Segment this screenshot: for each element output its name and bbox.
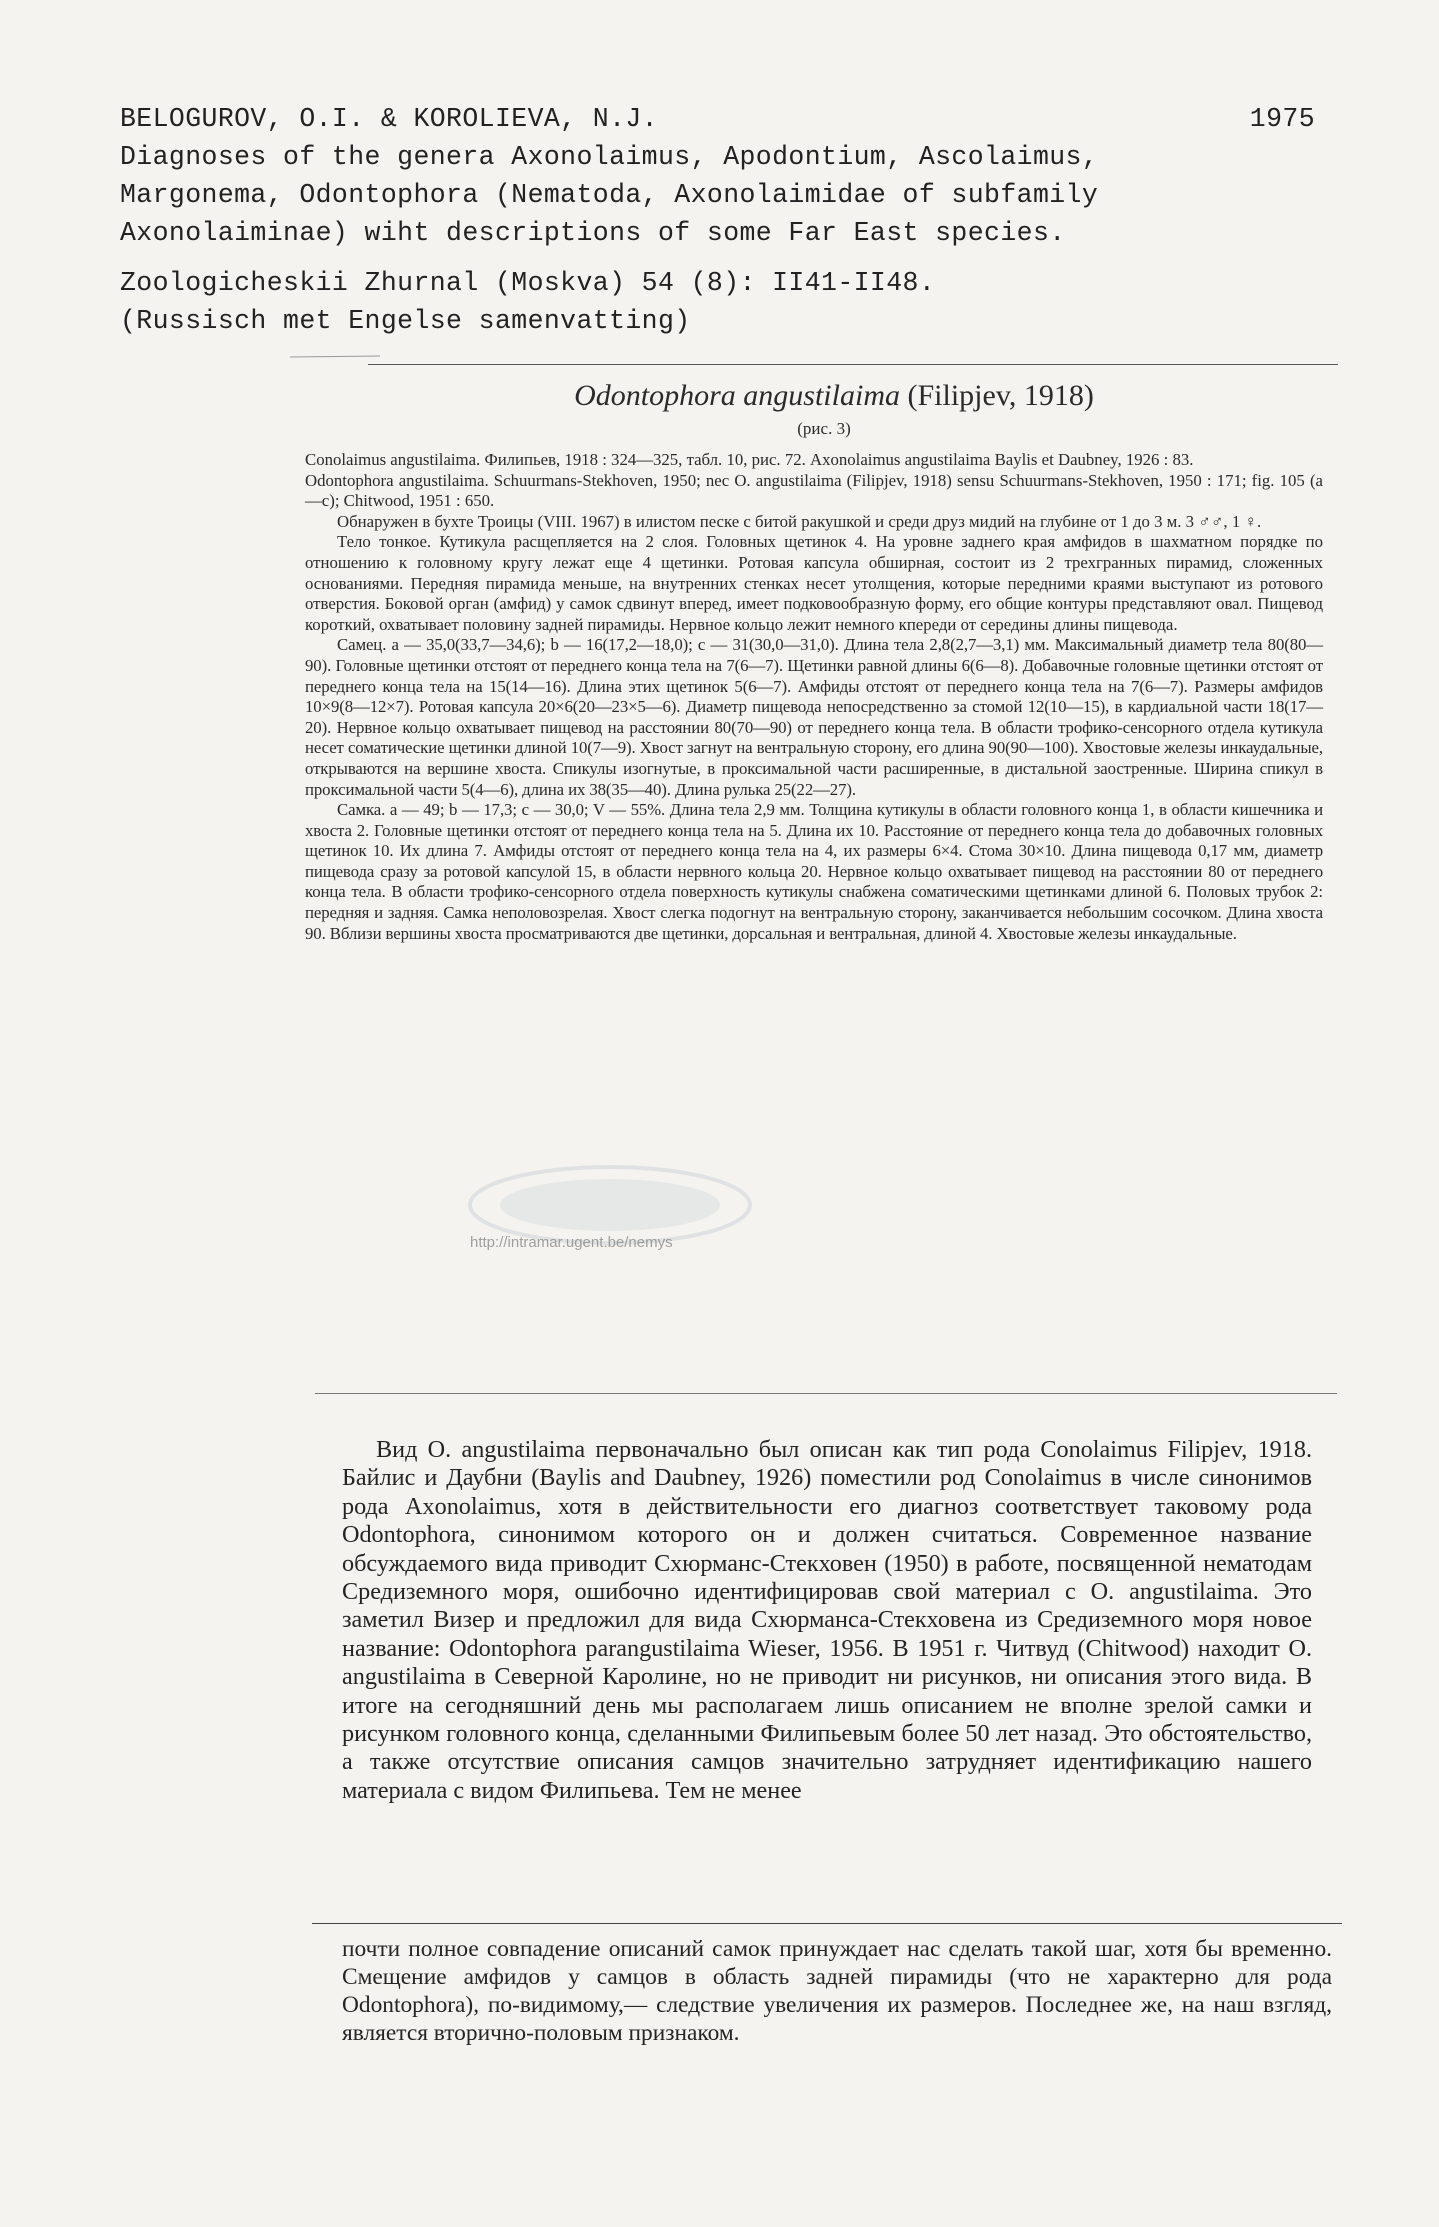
- divider-middle: [315, 1393, 1337, 1394]
- male-paragraph: Самец. a — 35,0(33,7—34,6); b — 16(17,2—18,0); c — 31(30,0—31,0). Длина тела 2,8(2,7—3,1) мм. Максимальный диаметр тела 80(80—90). Головные щетинки отстоят от переднего конца тела на 7(6—7). Щетинки равной длины 6(6—8). Добавочные головные щетинки отстоят от переднего конца тела на 15(14—16). Длина этих щетинок 5(6—7). Амфиды отстоят от переднего конца тела на 7(6—7). Размеры амфидов 10×9(8—12×7). Ротовая капсула 20×6(20—23×5—6). Диаметр пищевода непосредственно за стомой 12(10—15), в кардиальной части 18(17—20). Нервное кольцо охватывает пищевод на расстоянии 80(70—90) от переднего конца тела. В области трофико-сенсорного отдела кутикула несет соматические щетинки длиной 10(7—9). Хвост загнут на вентральную сторону, его длина 90(90—100). Хвостовые железы инкаудальные, открываются на вершине хвоста. Спикулы изогнутые, в проксимальной части расширенные, в дистальной заостренные. Ширина спикул в проксимальной части 5(4—6), длина их 38(35—40). Длина рулька 25(22—27).: [305, 635, 1323, 799]
- species-authority: (Filipjev, 1918): [907, 379, 1094, 412]
- female-paragraph: Самка. a — 49; b — 17,3; c — 30,0; V — 55%. Длина тела 2,9 мм. Толщина кутикулы в области головного конца 1, в области кишечника и хвоста 2. Головные щетинки отстоят от переднего конца тела на 5. Длина их 10. Расстояние от переднего конца тела до добавочных головных щетинок 10. Их длина 7. Амфиды отстоят от переднего конца тела на 4, их размеры 6×4. Стома 30×10. Длина пищевода 0,17 мм, диаметр пищевода сразу за ротовой капсулой 15, в области нервного кольца 20. Нервное кольцо охватывает пищевод на расстоянии 80 от переднего конца тела. В области трофико-сенсорного отдела поверхность кутикулы снабжена соматическими щетинками длиной 6. Половых трубок 2: передняя и задняя. Самка неполовозрелая. Хвост слегка подогнут на вентральную сторону, заканчивается небольшим сосочком. Длина хвоста 90. Вблизи вершины хвоста просматриваются две щетинки, дорсальная и вентральная, длиной 4. Хвостовые железы инкаудальные.: [305, 800, 1323, 943]
- synonymy-2: Odontophora angustilaima. Schuurmans-Stekhoven, 1950; nec O. angustilaima (Filipjev, 1918) sensu Schuurmans-Stekhoven, 1950 : 171; fig. 105 (а—с); Chitwood, 1951 : 650.: [305, 470, 1323, 511]
- typed-citation: [120, 100, 1330, 340]
- discussion-text: [342, 1436, 1312, 1805]
- citation-title-line-2: Margonema, Odontophora (Nematoda, Axonolaimidae of subfamily: [120, 180, 1099, 210]
- citation-title-line-1: Diagnoses of the genera Axonolaimus, Apodontium, Ascolaimus,: [120, 142, 1099, 172]
- citation-year: 1975: [1249, 104, 1315, 134]
- divider-lower: [312, 1923, 1342, 1924]
- discussion-paragraph: Вид O. angustilaima первоначально был описан как тип рода Conolaimus Filipjev, 1918. Байлис и Даубни (Baylis and Daubney, 1926) поместили род Conolaimus в числе синонимов рода Axonolaimus, хотя в действительности его диагноз соответствует таковому рода Odontophora, синонимом которого он и должен считаться. Современное название обсуждаемого вида приводит Схюрманс-Стекховен (1950) в работе, посвященной нематодам Средиземного моря, ошибочно идентифицировав свой материал с O. angustilaima. Это заметил Визер и предложил для вида Схюрманса-Стекховена из Средиземного моря новое название: Odontophora parangustilaima Wieser, 1956. В 1951 г. Читвуд (Chitwood) находит O. angustilaima в Северной Каролине, но не приводит ни рисунков, ни описания этого вида. В итоге на сегодняшний день мы располагаем лишь описанием не вполне зрелой самки и рисунком головного конца, сделанными Филипьевым более 50 лет назад. Это обстоятельство, а также отсутствие описания самцов значительно затрудняет идентификацию нашего материала с видом Филипьева. Тем не менее: [342, 1436, 1312, 1804]
- continuation-paragraph: почти полное совпадение описаний самок принуждает нас сделать такой шаг, хотя бы временно. Смещение амфидов у самцов в область задней пирамиды (что не характерно для рода Odontophora), по-видимому,— следствие увеличения их размеров. Последнее же, на наш взгляд, является вторично-половым признаком.: [342, 1936, 1332, 2046]
- continuation-text: [342, 1935, 1332, 2047]
- locality-paragraph: Обнаружен в бухте Троицы (VIII. 1967) в илистом песке с битой ракушкой и среди друз мидий на глубине от 1 до 3 м. 3 ♂♂, 1 ♀.: [337, 511, 1262, 531]
- figure-reference: (рис. 3): [797, 419, 851, 438]
- citation-language: (Russisch met Engelse samenvatting): [120, 306, 691, 336]
- divider-short: [290, 356, 380, 358]
- citation-title-line-3: Axonolaiminae) wiht descriptions of some Far East species.: [120, 218, 1066, 248]
- description-paragraph: Тело тонкое. Кутикула расщепляется на 2 слоя. Головных щетинок 4. На уровне заднего края амфидов в шахматном порядке по отношению к головному кругу лежат еще 4 щетинки. Ротовая капсула обширная, состоит из 2 трехгранных пирамид, сложенных основаниями. Передняя пирамида меньше, на внутренних стенках несет утолщения, которые передними краями выступают из ротового отверстия. Боковой орган (амфид) у самок сдвинут вперед, имеет подковообразную форму, его общие контуры представляют овал. Пищевод короткий, охватывает половину задней пирамиды. Нервное кольцо лежит немного кпереди от середины длины пищевода.: [305, 532, 1323, 634]
- article-excerpt: [305, 372, 1323, 944]
- citation-header-row: [120, 100, 1315, 138]
- citation-authors: BELOGUROV, O.I. & KOROLIEVA, N.J.: [120, 104, 658, 134]
- watermark-url: http://intramar.ugent.be/nemys: [470, 1234, 673, 1251]
- citation-journal: Zoologicheskii Zhurnal (Moskva) 54 (8): II41-II48.: [120, 268, 936, 298]
- species-name: Odontophora angustilaima: [574, 379, 900, 412]
- species-heading: [305, 376, 1323, 416]
- divider-top: [368, 364, 1338, 365]
- synonymy-1: Conolaimus angustilaima. Филипьев, 1918 : 324—325, табл. 10, рис. 72. Axonolaimus angustilaima Baylis et Daubney, 1926 : 83.: [305, 450, 1194, 469]
